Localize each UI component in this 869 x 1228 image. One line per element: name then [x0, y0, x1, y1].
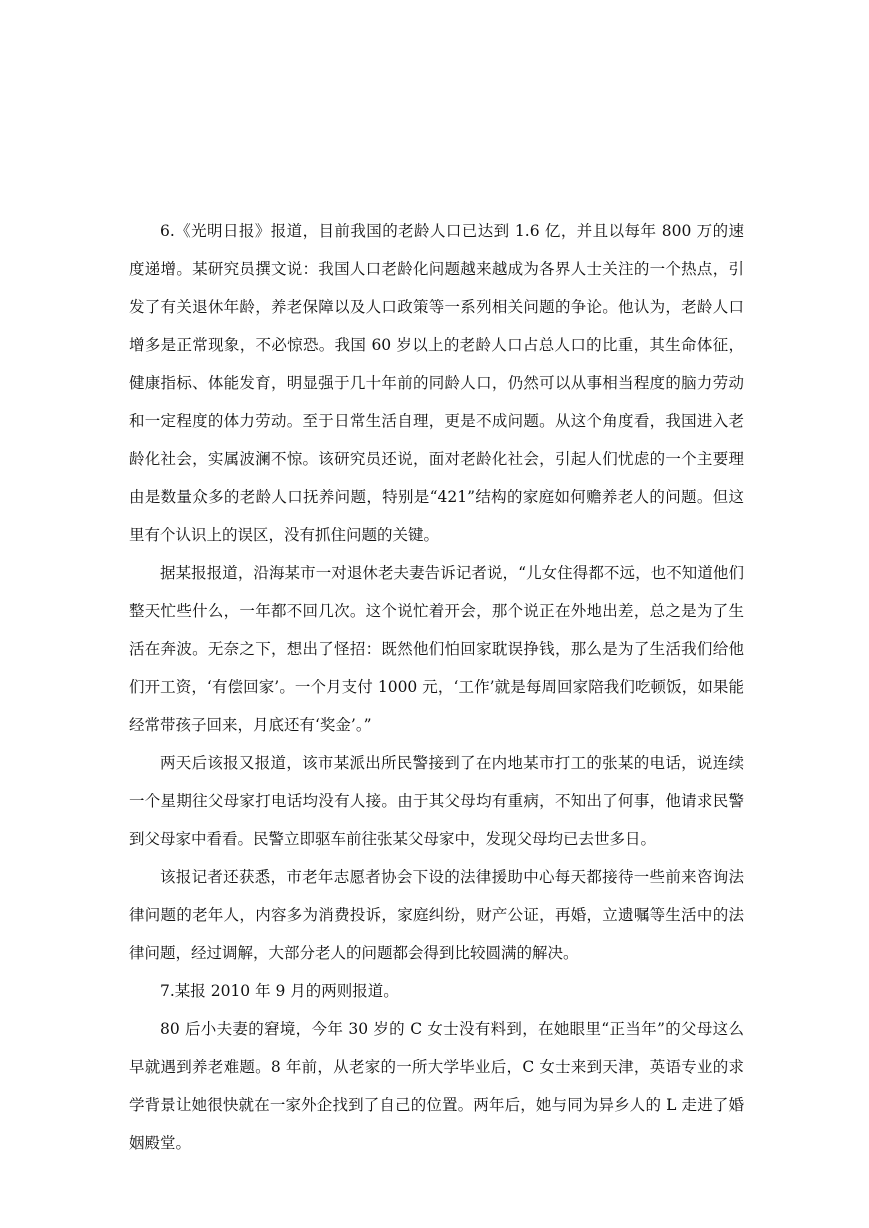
paragraph-question-7: 7.某报 2010 年 9 月的两则报道。	[160, 982, 399, 1000]
paragraph-question-6: 6.《光明日报》报道，目前我国的老龄人口已达到 1.6 亿，并且以每年 800 万的速度递增。某研究员撰文说：我国人口老龄化问题越来越成为各界人士关注的一个热点，引发了有关退休年龄，养老保障以及人口政策等一系列相关问题的争论。他认为，老龄人口增多是正常现象，不必惊恐。我国 60 岁以上的老龄人口占总人口的比重，其生命体征，健康指标、体能发育，明显强于几十年前的同龄人口，仍然可以从事相当程度的脑力劳动和一定程度的体力劳动。至于日常生活自理，更是不成问题。从这个角度看，我国进入老龄化社会，实属波澜不惊。该研究员还说，面对老龄化社会，引起人们忧虑的一个主要理由是数量众多的老龄人口抚养问题，特别是“421”结构的家庭如何赡养老人的问题。但这里有个认识上的误区，没有抓住问题的关键。	[129, 222, 744, 544]
paragraph-couple-dilemma: 80 后小夫妻的窘境，今年 30 岁的 C 女士没有料到，在她眼里“正当年”的父母这么早就遇到养老难题。8 年前，从老家的一所大学毕业后，C 女士来到天津，英语专业的求学背景让她很快就在一家外企找到了自己的位置。两年后，她与同为异乡人的 L 走进了婚姻殿堂。	[129, 1020, 744, 1152]
paragraph-report-police: 两天后该报又报道，该市某派出所民警接到了在内地某市打工的张某的电话，说连续一个星期往父母家打电话均没有人接。由于其父母均有重病，不知出了何事，他请求民警到父母家中看看。民警立即驱车前往张某父母家中，发现父母均已去世多日。	[129, 754, 744, 848]
paragraph-legal-aid: 该报记者还获悉，市老年志愿者协会下设的法律援助中心每天都接待一些前来咨询法律问题的老年人，内容多为消费投诉，家庭纠纷，财产公证，再婚，立遗嘱等生活中的法律问题，经过调解，大部分老人的问题都会得到比较圆满的解决。	[129, 868, 744, 962]
paragraph-report-elderly-couple: 据某报报道，沿海某市一对退休老夫妻告诉记者说，“儿女住得都不远，也不知道他们整天忙些什么，一年都不回几次。这个说忙着开会，那个说正在外地出差，总之是为了生活在奔波。无奈之下，想出了怪招：既然他们怕回家耽误挣钱，那么是为了生活我们给他们开工资，‘有偿回家’。一个月支付 1000 元，‘工作’就是每周回家陪我们吃顿饭，如果能经常带孩子回来，月底还有‘奖金’。”	[129, 564, 744, 734]
document-body	[129, 212, 744, 1162]
